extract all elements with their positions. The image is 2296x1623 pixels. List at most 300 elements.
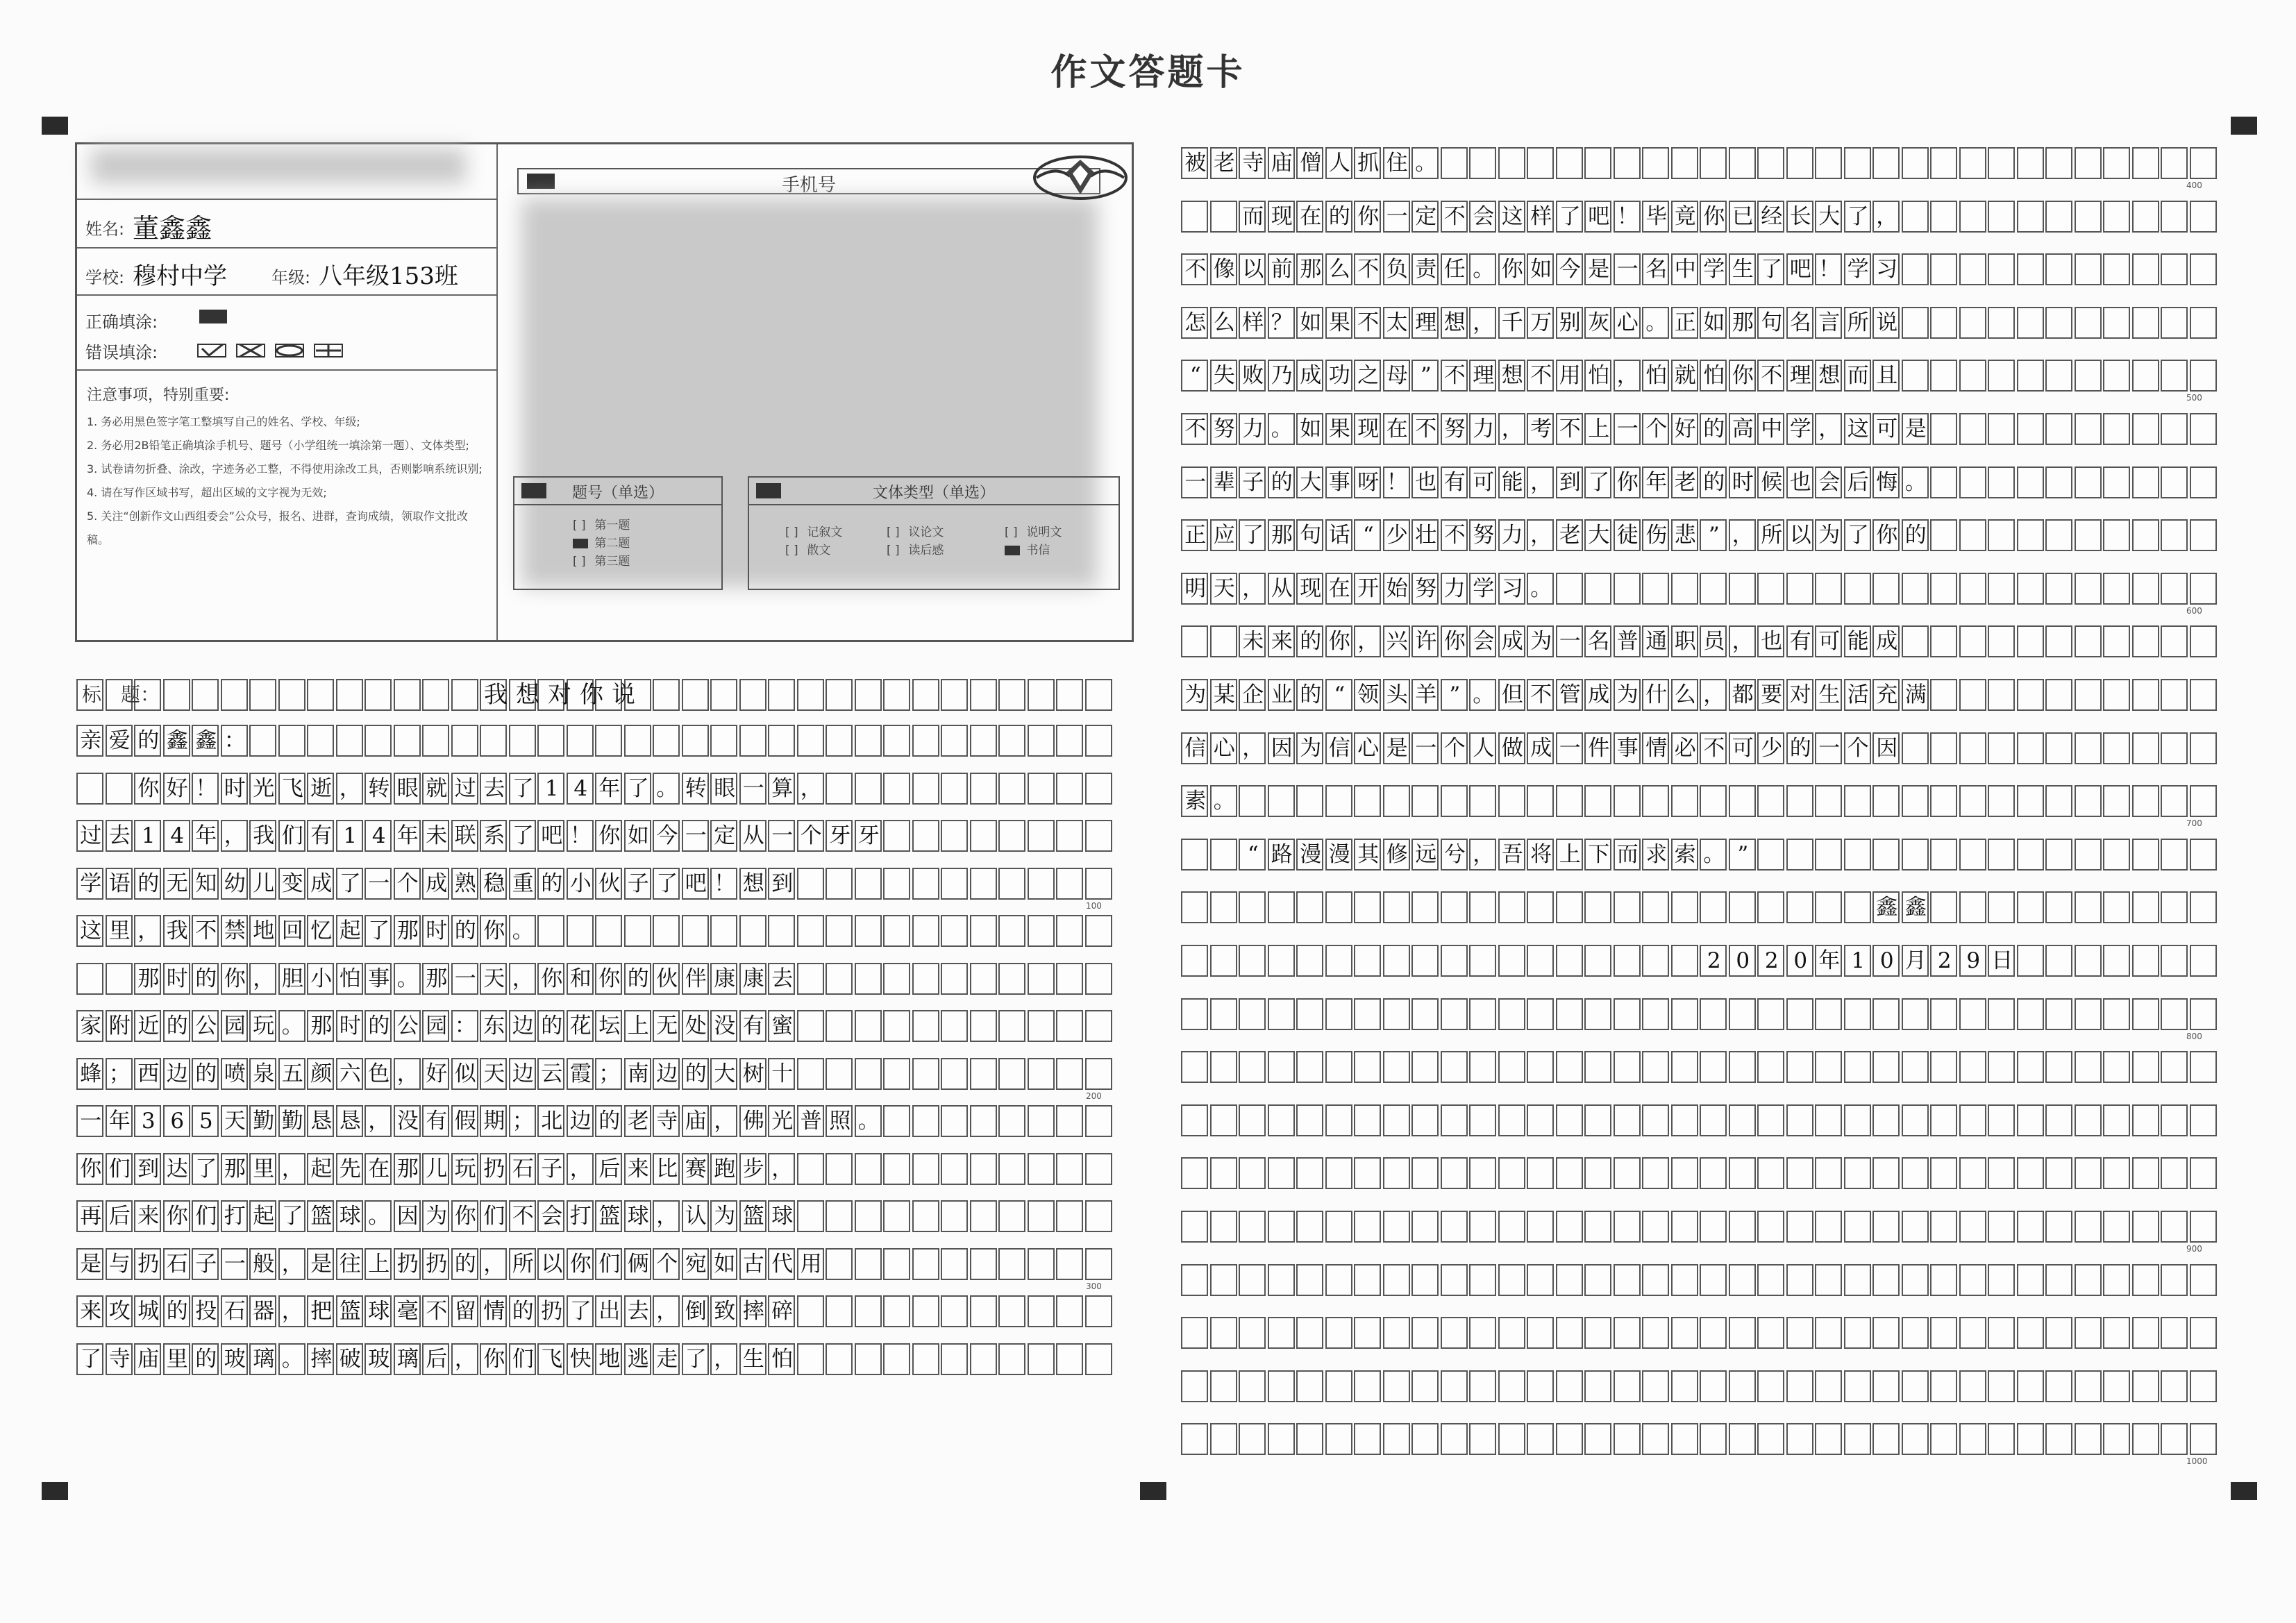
grid-cell xyxy=(2075,1211,2102,1243)
grid-cell xyxy=(1210,1157,1237,1189)
grid-cell xyxy=(1902,839,1929,871)
grid-cell xyxy=(970,773,997,805)
grid-cell xyxy=(2075,891,2102,923)
grid-cell xyxy=(2045,891,2072,923)
grid-row xyxy=(1181,1157,2218,1189)
grid-cell xyxy=(2161,1104,2188,1136)
grid-cell xyxy=(912,1153,939,1185)
grid-cell xyxy=(1988,998,2015,1030)
grid-cell xyxy=(739,725,766,757)
grid-cell xyxy=(1383,1157,1410,1189)
grid-cell xyxy=(1441,785,1468,817)
grid-cell xyxy=(2103,201,2130,233)
word-count-marker: 800 xyxy=(2186,1031,2202,1041)
genre-option-letter[interactable]: 书信 xyxy=(1005,540,1050,557)
grid-cell xyxy=(883,773,910,805)
name-value: 董鑫鑫 xyxy=(133,213,212,244)
grid-cell xyxy=(1614,1211,1641,1243)
grid-cell xyxy=(1988,519,2015,551)
grid-cell xyxy=(1959,307,1986,339)
grid-cell xyxy=(1757,1423,1784,1455)
grid-cell xyxy=(1527,147,1554,179)
grid-cell xyxy=(883,679,910,711)
grid-cell xyxy=(1815,147,1842,179)
grid-cell xyxy=(1700,998,1727,1030)
grid-cell xyxy=(1930,1211,1957,1243)
grid-cell xyxy=(2190,1211,2217,1243)
grid-cell xyxy=(2161,519,2188,551)
grid-cell xyxy=(1584,1423,1611,1455)
grid-cell xyxy=(970,820,997,852)
grid-cell xyxy=(2132,1104,2159,1136)
grid-row: 了 寺 庙 里 的 玻 璃 。 摔 破 玻 璃 后 ， 你 们 飞 快 地 逃 走 了 ， 生 怕 xyxy=(76,1343,1114,1375)
grid-cell xyxy=(1902,573,1929,605)
grid-cell xyxy=(1729,998,1756,1030)
notice-item: 5. 关注“创新作文山西组委会”公众号，报名、进群，查询成绩，领取作文批改稿。 xyxy=(87,510,468,546)
grid-cell xyxy=(912,820,939,852)
grid-cell xyxy=(2132,1051,2159,1083)
grid-cell xyxy=(1815,839,1842,871)
grid-cell xyxy=(2190,573,2217,605)
grid-cell xyxy=(1844,147,1871,179)
grid-cell xyxy=(1815,785,1842,817)
grid-cell xyxy=(653,915,680,947)
grid-cell xyxy=(1527,1264,1554,1296)
grid-cell xyxy=(1239,1104,1266,1136)
grid-cell xyxy=(1959,466,1986,498)
grid-cell xyxy=(1757,1211,1784,1243)
grid-cell xyxy=(2103,1051,2130,1083)
grid-cell xyxy=(998,1295,1025,1327)
grid-cell xyxy=(1902,147,1929,179)
grid-cell xyxy=(537,915,564,947)
grid-cell xyxy=(1028,725,1055,757)
genre-option-prose[interactable]: [ ] 散文 xyxy=(785,544,831,557)
grid-cell xyxy=(2045,573,2072,605)
grid-cell xyxy=(710,725,737,757)
grid-cell xyxy=(970,1248,997,1280)
grid-cell xyxy=(1988,839,2015,871)
grid-cell xyxy=(1556,1104,1583,1136)
grid-cell xyxy=(1028,1200,1055,1232)
grid-cell xyxy=(2017,573,2044,605)
grid-cell xyxy=(1584,1370,1611,1402)
genre-option-expository[interactable]: [ ] 说明文 xyxy=(1005,525,1062,539)
grid-cell xyxy=(1959,1211,1986,1243)
genre-option-argumentative[interactable]: [ ] 议论文 xyxy=(887,525,944,539)
grid-cell xyxy=(2190,413,2217,445)
grid-cell xyxy=(970,1295,997,1327)
grid-cell xyxy=(1700,785,1727,817)
grid-cell xyxy=(1584,1317,1611,1349)
grid-cell xyxy=(1844,1211,1871,1243)
grid-cell xyxy=(1085,1343,1112,1375)
grid-cell xyxy=(2045,1264,2072,1296)
grid-cell xyxy=(1028,1153,1055,1185)
grid-cell xyxy=(1527,1051,1554,1083)
grid-cell xyxy=(1411,1370,1439,1402)
grid-cell xyxy=(1056,1200,1083,1232)
grid-cell xyxy=(1614,1423,1641,1455)
grid-cell xyxy=(1614,1264,1641,1296)
grid-cell xyxy=(1757,147,1784,179)
grid-cell xyxy=(1959,679,1986,711)
grid-cell xyxy=(2161,573,2188,605)
grid-cell xyxy=(855,1343,882,1375)
grid-cell xyxy=(2075,466,2102,498)
grid-cell xyxy=(1959,253,1986,285)
grid-cell xyxy=(2045,413,2072,445)
grid-cell xyxy=(1930,732,1957,764)
grid-cell xyxy=(1296,1317,1323,1349)
grid-cell xyxy=(1469,147,1496,179)
grid-cell xyxy=(1872,573,1900,605)
grid-cell xyxy=(364,679,392,711)
grid-cell xyxy=(2045,360,2072,392)
grid-cell xyxy=(1354,1104,1381,1136)
grid-cell xyxy=(941,1343,968,1375)
grid-cell xyxy=(2132,1370,2159,1402)
grid-cell xyxy=(1441,1423,1468,1455)
grid-cell xyxy=(1268,1157,1295,1189)
grid-cell xyxy=(1959,1370,1986,1402)
grid-cell xyxy=(2075,1317,2102,1349)
grade-label: 年级: xyxy=(271,268,311,287)
grid-cell xyxy=(826,1295,853,1327)
grid-cell xyxy=(1085,679,1112,711)
grid-cell xyxy=(970,679,997,711)
grid-cell xyxy=(1815,1317,1842,1349)
grid-cell xyxy=(1056,1010,1083,1042)
grid-row: 一 年 3 6 5 天 勤 勤 恳 恳 ， 没 有 假 期 ； 北 边 的 老 寺 庙 ， 佛 光 普 照 。 xyxy=(76,1105,1114,1137)
grid-cell xyxy=(1930,1264,1957,1296)
grid-cell xyxy=(2017,679,2044,711)
grid-cell xyxy=(2132,360,2159,392)
grid-cell xyxy=(797,1200,824,1232)
grid-cell xyxy=(1729,1317,1756,1349)
grid-cell xyxy=(2075,945,2102,977)
registration-mark xyxy=(42,1482,68,1500)
grid-cell xyxy=(1786,1211,1813,1243)
grid-cell xyxy=(797,868,824,900)
grid-cell xyxy=(1700,1423,1727,1455)
grid-cell xyxy=(1844,1104,1871,1136)
grid-cell xyxy=(1872,1370,1900,1402)
grid-cell xyxy=(1028,915,1055,947)
grid-cell xyxy=(1614,1051,1641,1083)
topic-option-2[interactable]: 第二题 xyxy=(573,533,630,550)
grid-cell xyxy=(1959,147,1986,179)
grid-cell xyxy=(249,679,276,711)
grid-cell xyxy=(2161,625,2188,657)
grid-cell xyxy=(998,1153,1025,1185)
grid-cell xyxy=(2132,253,2159,285)
grid-cell xyxy=(1671,785,1698,817)
grid-cell xyxy=(1902,1211,1929,1243)
grid-cell xyxy=(595,915,622,947)
grid-cell xyxy=(2103,945,2130,977)
grid-cell xyxy=(883,1248,910,1280)
topic-option-1[interactable]: [ ] 第一题 xyxy=(573,519,630,532)
grid-cell xyxy=(883,1105,910,1137)
grid-cell xyxy=(1383,1264,1410,1296)
grid-cell xyxy=(2045,1104,2072,1136)
grid-cell xyxy=(1028,1248,1055,1280)
grid-cell xyxy=(826,1010,853,1042)
grid-cell xyxy=(1757,1157,1784,1189)
grid-row: 来 攻 城 的 投 石 器 ， 把 篮 球 毫 不 留 情 的 扔 了 出 去 ， 倒 致 摔 碎 xyxy=(76,1295,1114,1327)
grid-cell xyxy=(739,679,766,711)
grid-cell xyxy=(624,915,651,947)
grid-cell xyxy=(1614,1157,1641,1189)
grid-cell xyxy=(1584,1157,1611,1189)
grid-cell xyxy=(2017,1264,2044,1296)
grid-cell xyxy=(2045,1051,2072,1083)
grid-cell xyxy=(1498,1423,1525,1455)
notice-item: 2. 务必用2B铅笔正确填涂手机号、题号（小学组统一填涂第一题）、文体类型; xyxy=(87,439,469,452)
grid-cell xyxy=(797,1295,824,1327)
grid-cell xyxy=(1527,1423,1554,1455)
grid-cell xyxy=(2132,1317,2159,1349)
grid-cell xyxy=(1786,1317,1813,1349)
grid-cell xyxy=(855,1010,882,1042)
grid-cell xyxy=(1028,1105,1055,1137)
grid-cell xyxy=(1930,466,1957,498)
grid-cell xyxy=(2190,519,2217,551)
grid-cell xyxy=(941,963,968,995)
genre-option-reflection[interactable]: [ ] 读后感 xyxy=(887,544,944,557)
grid-cell xyxy=(2161,785,2188,817)
grid-cell xyxy=(1181,1051,1208,1083)
grid-cell xyxy=(2017,1423,2044,1455)
grid-cell xyxy=(1786,1051,1813,1083)
grid-cell xyxy=(1028,1010,1055,1042)
grid-cell xyxy=(998,1010,1025,1042)
grid-cell xyxy=(2075,839,2102,871)
grid-cell xyxy=(2190,1264,2217,1296)
grid-row: 信 心 ， 因 为 信 心 是 一 个 人 做 成 一 件 事 情 必 不 可 少 的 一 个 因 xyxy=(1181,732,2218,764)
grid-cell xyxy=(883,963,910,995)
grid-cell xyxy=(1325,785,1352,817)
grid-cell xyxy=(826,1343,853,1375)
grid-cell xyxy=(1671,1370,1698,1402)
grid-cell xyxy=(912,868,939,900)
grid-cell xyxy=(1383,1370,1410,1402)
grid-cell xyxy=(1411,1157,1439,1189)
grid-cell xyxy=(2017,1211,2044,1243)
grid-cell xyxy=(1786,839,1813,871)
grid-cell xyxy=(1210,1370,1237,1402)
grid-cell xyxy=(2103,625,2130,657)
grid-cell xyxy=(2132,1423,2159,1455)
grid-cell xyxy=(1498,1317,1525,1349)
grid-cell xyxy=(998,868,1025,900)
grid-cell xyxy=(1930,1104,1957,1136)
grid-cell xyxy=(1383,998,1410,1030)
grid-cell xyxy=(1325,1264,1352,1296)
grid-cell xyxy=(1527,998,1554,1030)
grid-cell xyxy=(480,725,507,757)
grid-cell xyxy=(2045,625,2072,657)
grid-cell xyxy=(624,725,651,757)
grid-cell xyxy=(1642,1211,1669,1243)
grid-cell xyxy=(2161,1317,2188,1349)
grid-cell xyxy=(1056,773,1083,805)
grid-cell xyxy=(1902,1051,1929,1083)
grid-row xyxy=(76,679,1114,711)
grid-cell xyxy=(2132,1264,2159,1296)
grid-cell xyxy=(1411,998,1439,1030)
grid-cell xyxy=(1844,1317,1871,1349)
grid-cell xyxy=(2017,1051,2044,1083)
grid-cell xyxy=(1411,1423,1439,1455)
grid-cell xyxy=(2017,945,2044,977)
grid-cell xyxy=(797,1153,824,1185)
grid-cell xyxy=(2103,253,2130,285)
grid-cell xyxy=(1239,1157,1266,1189)
grid-cell xyxy=(1469,1157,1496,1189)
grid-cell xyxy=(1325,998,1352,1030)
grid-row: “ 失 败 乃 成 功 之 母 ” 不 理 想 不 用 怕 ， 怕 就 怕 你 不 理 想 而 且 xyxy=(1181,360,2218,392)
grid-cell xyxy=(1959,519,1986,551)
grid-cell xyxy=(1614,998,1641,1030)
grid-cell xyxy=(1700,1157,1727,1189)
grid-row: 不 努 力 。 如 果 现 在 不 努 力 ， 考 不 上 一 个 好 的 高 中 学 ， 这 可 是 xyxy=(1181,413,2218,445)
grid-row xyxy=(1181,1211,2218,1243)
grid-row xyxy=(1181,1264,2218,1296)
grid-cell xyxy=(970,1105,997,1137)
grid-cell xyxy=(2132,732,2159,764)
grid-cell xyxy=(2017,147,2044,179)
grid-cell xyxy=(2161,1211,2188,1243)
grid-cell xyxy=(1988,307,2015,339)
grid-row: 正 应 了 那 句 话 “ 少 壮 不 努 力 ， 老 大 徒 伤 悲 ” ， 所 以 为 了 你 的 xyxy=(1181,519,2218,551)
grid-cell xyxy=(2075,1104,2102,1136)
word-count-marker: 1000 xyxy=(2186,1456,2208,1467)
grid-cell xyxy=(336,679,363,711)
grid-cell xyxy=(2190,891,2217,923)
grid-cell xyxy=(509,725,536,757)
grid-cell xyxy=(1729,1370,1756,1402)
word-count-marker: 400 xyxy=(2186,180,2202,190)
grid-row: 亲 爱 的 鑫 鑫 ： xyxy=(76,725,1114,757)
grid-cell xyxy=(1584,573,1611,605)
grid-cell xyxy=(2075,1051,2102,1083)
grid-cell xyxy=(1028,1343,1055,1375)
grid-cell xyxy=(1239,998,1266,1030)
grid-cell xyxy=(2075,1370,2102,1402)
topic-option-3[interactable]: [ ] 第三题 xyxy=(573,555,630,569)
grid-cell xyxy=(2017,839,2044,871)
grid-cell xyxy=(2075,413,2102,445)
grid-cell xyxy=(2132,625,2159,657)
grid-cell xyxy=(1354,1370,1381,1402)
grid-cell xyxy=(1181,1157,1208,1189)
grid-cell xyxy=(2045,1370,2072,1402)
grid-cell xyxy=(2103,998,2130,1030)
grid-cell xyxy=(2103,1211,2130,1243)
phone-number-title: 手机号 xyxy=(781,175,836,196)
grid-cell xyxy=(1988,1157,2015,1189)
grid-cell xyxy=(1700,1317,1727,1349)
grid-cell xyxy=(595,725,622,757)
grid-cell xyxy=(883,915,910,947)
grid-row: 为 某 企 业 的 “ 领 头 羊 ” 。 但 不 管 成 为 什 么 ， 都 要 对 生 活 充 满 xyxy=(1181,679,2218,711)
grid-cell xyxy=(1757,1104,1784,1136)
grid-cell xyxy=(912,1200,939,1232)
grid-cell xyxy=(1671,147,1698,179)
grid-cell xyxy=(1671,1317,1698,1349)
grid-cell xyxy=(1988,1051,2015,1083)
grid-cell xyxy=(1239,1264,1266,1296)
grid-cell xyxy=(2017,1104,2044,1136)
grid-cell xyxy=(2045,785,2072,817)
grid-cell xyxy=(855,915,882,947)
grid-cell xyxy=(883,1200,910,1232)
grid-cell xyxy=(1988,1423,2015,1455)
grid-cell xyxy=(1210,1211,1237,1243)
grid-row: 怎 么 样 ？ 如 果 不 太 理 想 ， 千 万 别 灰 心 。 正 如 那 句 名 言 所 说 xyxy=(1181,307,2218,339)
grid-cell xyxy=(1056,963,1083,995)
grid-cell xyxy=(2075,785,2102,817)
grid-cell xyxy=(1056,1153,1083,1185)
grid-cell xyxy=(1056,725,1083,757)
grid-cell xyxy=(1268,1264,1295,1296)
grid-cell xyxy=(1584,998,1611,1030)
grid-cell xyxy=(2017,360,2044,392)
grid-cell xyxy=(364,725,392,757)
grid-cell xyxy=(1671,1423,1698,1455)
grid-cell xyxy=(1930,253,1957,285)
grid-cell xyxy=(1930,785,1957,817)
genre-option-narrative[interactable]: [ ] 记叙文 xyxy=(785,525,843,539)
grid-cell xyxy=(970,1153,997,1185)
grid-cell xyxy=(1757,1051,1784,1083)
grid-cell xyxy=(422,725,449,757)
grid-cell xyxy=(1786,573,1813,605)
grid-cell xyxy=(1988,625,2015,657)
grid-cell xyxy=(2132,573,2159,605)
grid-cell xyxy=(2017,891,2044,923)
grid-cell xyxy=(1411,1211,1439,1243)
grid-cell xyxy=(1902,253,1929,285)
grid-cell xyxy=(2017,998,2044,1030)
grid-cell xyxy=(2161,945,2188,977)
grid-cell xyxy=(2161,1157,2188,1189)
grid-cell xyxy=(1210,1051,1237,1083)
grid-cell xyxy=(1411,1051,1439,1083)
grid-cell xyxy=(2190,1423,2217,1455)
grid-cell xyxy=(1441,1157,1468,1189)
left-writing-grid xyxy=(76,0,1135,1623)
grid-cell xyxy=(941,1105,968,1137)
grid-cell xyxy=(1441,1370,1468,1402)
grid-cell xyxy=(1757,1264,1784,1296)
grid-cell xyxy=(1988,679,2015,711)
grid-cell xyxy=(2190,1104,2217,1136)
grid-cell xyxy=(1930,1423,1957,1455)
grid-cell xyxy=(2075,1423,2102,1455)
grid-cell xyxy=(768,679,795,711)
grid-cell xyxy=(2075,147,2102,179)
grid-cell xyxy=(1988,785,2015,817)
word-count-marker: 500 xyxy=(2186,393,2202,403)
grid-cell xyxy=(2103,1104,2130,1136)
grid-cell xyxy=(307,725,334,757)
grid-cell xyxy=(883,1343,910,1375)
grid-cell xyxy=(1383,785,1410,817)
grid-cell xyxy=(826,725,853,757)
